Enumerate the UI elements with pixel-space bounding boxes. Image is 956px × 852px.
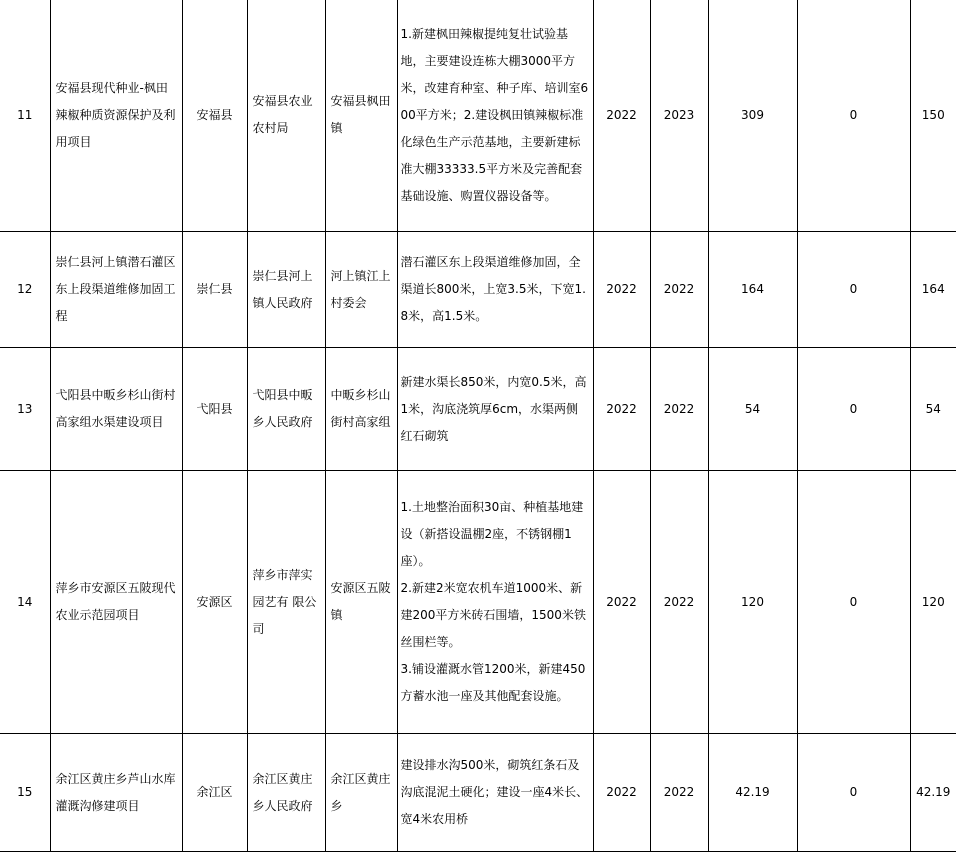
construction-content xyxy=(397,348,593,471)
location: 安福县枫田镇 xyxy=(325,0,397,232)
value-column-3: 120 xyxy=(910,471,956,734)
end-year: 2022 xyxy=(650,471,708,734)
content-paragraph: 1.新建枫田辣椒提纯复壮试验基地，主要建设连栋大棚3000平方米，改建育种室、种子库、培训室600平方米；2.建设枫田镇辣椒标准化绿色生产示范基地，主要新建标准大棚33333.5平方米及完善配套基础设施、购置仪器设备等。 xyxy=(400,26,589,203)
value-column-2: 0 xyxy=(797,0,910,232)
project-name: 崇仁县河上镇潜石灌区东上段渠道维修加固工程 xyxy=(50,232,182,348)
row-number: 11 xyxy=(0,0,50,232)
county: 安福县 xyxy=(182,0,247,232)
value-column-3: 54 xyxy=(910,348,956,471)
project-name: 弋阳县中畈乡杉山街村高家组水渠建设项目 xyxy=(50,348,182,471)
county: 崇仁县 xyxy=(182,232,247,348)
table-row xyxy=(0,734,956,852)
start-year: 2022 xyxy=(593,232,650,348)
location: 余江区黄庄乡 xyxy=(325,734,397,852)
value-column-2: 0 xyxy=(797,348,910,471)
project-name: 安福县现代种业-枫田辣椒种质资源保护及利用项目 xyxy=(50,0,182,232)
content-paragraph: 建设排水沟500米，砌筑红条石及沟底混泥土硬化；建设一座4米长、宽4米农用桥 xyxy=(400,758,589,826)
value-column-2: 0 xyxy=(797,734,910,852)
total-investment: 120 xyxy=(708,471,797,734)
content-paragraph: 潜石灌区东上段渠道维修加固，全渠道长800米，上宽3.5米，下宽1.8米，高1.5米。 xyxy=(400,255,586,323)
content-paragraph: 3.铺设灌溉水管1200米，新建450方蓄水池一座及其他配套设施。 xyxy=(400,662,586,703)
construction-content xyxy=(397,734,593,852)
construction-content xyxy=(397,0,593,232)
value-column-2: 0 xyxy=(797,471,910,734)
county: 安源区 xyxy=(182,471,247,734)
implementing-unit: 余江区黄庄乡人民政府 xyxy=(247,734,325,852)
start-year: 2022 xyxy=(593,0,650,232)
table-row xyxy=(0,348,956,471)
total-investment: 54 xyxy=(708,348,797,471)
content-paragraph: 2.新建2米宽农机车道1000米、新建200平方米砖石围墙，1500米铁丝围栏等。 xyxy=(400,581,586,649)
end-year: 2023 xyxy=(650,0,708,232)
start-year: 2022 xyxy=(593,471,650,734)
value-column-3: 42.19 xyxy=(910,734,956,852)
implementing-unit: 萍乡市萍实园艺有 限公司 xyxy=(247,471,325,734)
location: 安源区五陂镇 xyxy=(325,471,397,734)
end-year: 2022 xyxy=(650,734,708,852)
value-column-2: 0 xyxy=(797,232,910,348)
implementing-unit: 安福县农业农村局 xyxy=(247,0,325,232)
start-year: 2022 xyxy=(593,734,650,852)
row-number: 15 xyxy=(0,734,50,852)
construction-content xyxy=(397,471,593,734)
implementing-unit: 弋阳县中畈乡人民政府 xyxy=(247,348,325,471)
content-paragraph: 1.土地整治面积30亩、种植基地建设（新搭设温棚2座，不锈钢棚1座）。 xyxy=(400,500,584,568)
implementing-unit: 崇仁县河上镇人民政府 xyxy=(247,232,325,348)
end-year: 2022 xyxy=(650,232,708,348)
row-number: 12 xyxy=(0,232,50,348)
row-number: 14 xyxy=(0,471,50,734)
total-investment: 309 xyxy=(708,0,797,232)
table-row xyxy=(0,232,956,348)
table-row xyxy=(0,471,956,734)
county: 余江区 xyxy=(182,734,247,852)
row-number: 13 xyxy=(0,348,50,471)
location: 中畈乡杉山街村高家组 xyxy=(325,348,397,471)
location: 河上镇江上村委会 xyxy=(325,232,397,348)
content-paragraph: 新建水渠长850米，内宽0.5米，高1米，沟底浇筑厚6cm，水渠两侧红石砌筑 xyxy=(400,374,587,443)
project-name: 余江区黄庄乡芦山水库灌溉沟修建项目 xyxy=(50,734,182,852)
project-name: 萍乡市安源区五陂现代农业示范园项目 xyxy=(50,471,182,734)
start-year: 2022 xyxy=(593,348,650,471)
table-row xyxy=(0,0,956,232)
county: 弋阳县 xyxy=(182,348,247,471)
total-investment: 164 xyxy=(708,232,797,348)
value-column-3: 150 xyxy=(910,0,956,232)
end-year: 2022 xyxy=(650,348,708,471)
construction-content xyxy=(397,232,593,348)
total-investment: 42.19 xyxy=(708,734,797,852)
value-column-3: 164 xyxy=(910,232,956,348)
